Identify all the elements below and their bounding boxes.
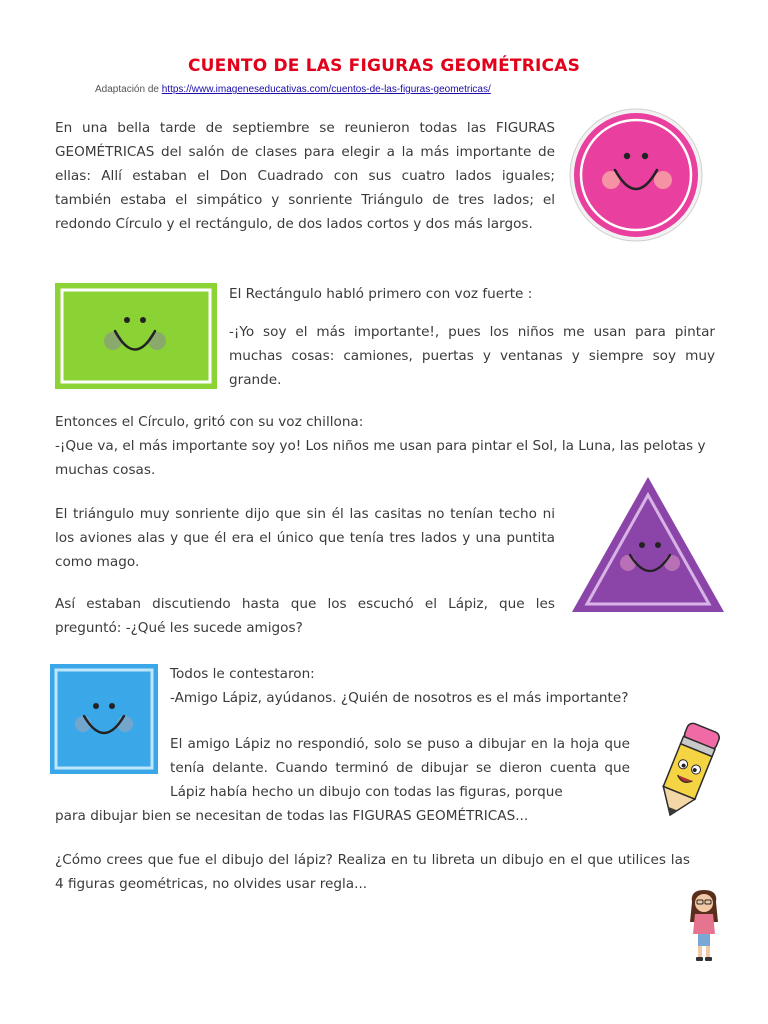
paragraph-question [55, 848, 690, 896]
girl-character-icon [684, 888, 724, 964]
source-link[interactable]: https://www.imageneseducativas.com/cuentos-de-las-figuras-geometricas/ [161, 84, 491, 95]
source-line [95, 84, 491, 95]
paragraph-intro-text: En una bella tarde de septiembre se reunieron todas las FIGURAS GEOMÉTRICAS del salón de clases para elegir a la más importante de ellas: Allí estaban el Don Cuadrado con sus cuatro lados iguales; también estaba el simpático y sonriente Triángulo de tres lados; el redondo Círculo y el rectángulo, de dos lados cortos y dos más largos. [55, 120, 555, 232]
paragraph-rectangle-intro: El Rectángulo habló primero con voz fuerte : [229, 286, 533, 302]
paragraph-drawing [170, 732, 630, 804]
purple-triangle-face-icon [570, 475, 726, 615]
page-title: CUENTO DE LAS FIGURAS GEOMÉTRICAS [187, 56, 581, 76]
paragraph-circle [55, 410, 715, 482]
paragraph-pencil-asks-text: Así estaban discutiendo hasta que los escuchó el Lápiz, que les preguntó: -¿Qué les sucede amigos? [55, 596, 555, 636]
green-rectangle-face-icon [55, 283, 217, 389]
paragraph-circle-intro: Entonces el Círculo, gritó con su voz chillona: [55, 414, 364, 430]
paragraph-intro [55, 116, 555, 236]
paragraph-answers-intro: Todos le contestaron: [170, 666, 315, 682]
paragraph-triangle-text: El triángulo muy sonriente dijo que sin él las casitas no tenían techo ni los aviones alas y que él era el único que tenía tres lados y una puntita como mago. [55, 506, 555, 570]
paragraph-drawing-end [55, 804, 655, 828]
pencil-character-icon [650, 722, 722, 824]
circle-illustration [569, 108, 703, 242]
paragraph-answers-speech: -Amigo Lápiz, ayúdanos. ¿Quién de nosotros es el más importante? [170, 690, 629, 706]
paragraph-circle-speech: -¡Que va, el más importante soy yo! Los niños me usan para pintar el Sol, la Luna, las pelotas y muchas cosas. [55, 438, 706, 478]
pencil-illustration [650, 722, 722, 824]
girl-illustration [684, 888, 724, 964]
triangle-illustration [570, 475, 726, 615]
paragraph-drawing-end-text: para dibujar bien se necesitan de todas las FIGURAS GEOMÉTRICAS... [55, 808, 529, 824]
pink-circle-face-icon [569, 108, 703, 242]
paragraph-triangle [55, 502, 555, 574]
square-illustration [50, 664, 158, 774]
source-prefix: Adaptación de [95, 84, 159, 95]
paragraph-rectangle-speech: -¡Yo soy el más importante!, pues los niños me usan para pintar muchas cosas: camiones, puertas y ventanas y siempre soy muy grande. [229, 324, 715, 388]
paragraph-answers [170, 662, 700, 710]
blue-square-face-icon [50, 664, 158, 774]
paragraph-rectangle [229, 282, 715, 392]
paragraph-pencil-asks [55, 592, 555, 640]
rectangle-illustration [55, 283, 217, 389]
paragraph-question-text: ¿Cómo crees que fue el dibujo del lápiz? Realiza en tu libreta un dibujo en el que utilices las 4 figuras geométricas, no olvides usar regla... [55, 852, 690, 892]
paragraph-drawing-text: El amigo Lápiz no respondió, solo se puso a dibujar en la hoja que tenía delante. Cuando terminó de dibujar se dieron cuenta que Lápiz había hecho un dibujo con todas las figuras, porque [170, 736, 630, 800]
